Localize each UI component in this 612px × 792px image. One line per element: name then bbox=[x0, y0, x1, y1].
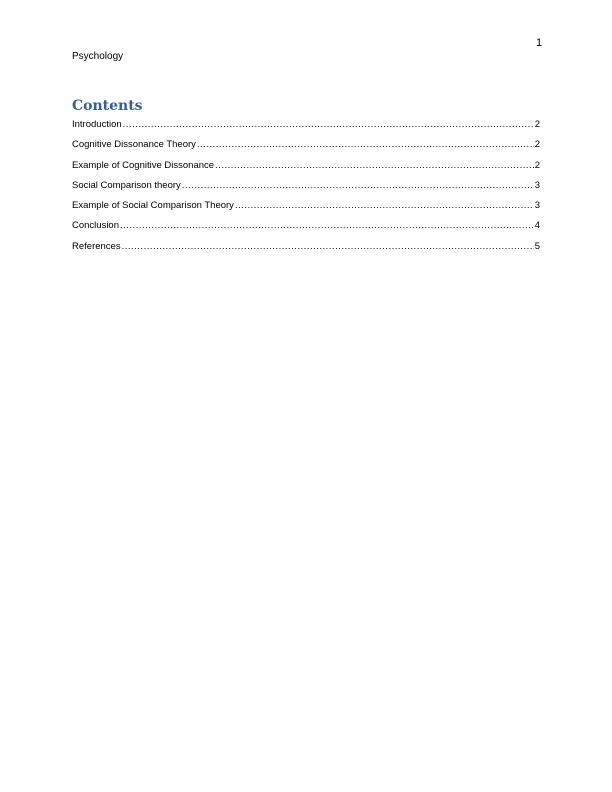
toc-entry-conclusion[interactable] bbox=[72, 220, 540, 240]
toc-entry-page[interactable]: 3 bbox=[534, 179, 540, 191]
toc-entry-introduction[interactable] bbox=[72, 119, 540, 139]
toc-entry-cognitive-dissonance-theory[interactable] bbox=[72, 139, 540, 159]
toc-dot-leader bbox=[123, 119, 534, 130]
toc-entry-title[interactable]: Example of Social Comparison Theory bbox=[72, 200, 234, 212]
toc-entry-title[interactable]: References bbox=[72, 240, 121, 252]
page-number: 1 bbox=[536, 37, 543, 49]
toc-entry-title[interactable]: Conclusion bbox=[72, 220, 119, 232]
toc-entry-title[interactable]: Social Comparison theory bbox=[72, 179, 181, 191]
toc-entry-title[interactable]: Example of Cognitive Dissonance bbox=[72, 159, 215, 171]
toc-heading: Contents bbox=[72, 98, 143, 114]
toc-entry-title[interactable]: Cognitive Dissonance Theory bbox=[72, 139, 196, 151]
toc-entry-page[interactable]: 5 bbox=[534, 240, 540, 252]
toc-entry-page[interactable]: 2 bbox=[534, 119, 540, 130]
toc-dot-leader bbox=[120, 220, 534, 231]
toc-entry-example-of-social-comparison-theory[interactable] bbox=[72, 200, 540, 220]
toc-dot-leader bbox=[197, 139, 534, 150]
toc-entry-page[interactable]: 4 bbox=[534, 220, 540, 232]
table-of-contents bbox=[72, 119, 540, 261]
toc-entry-title[interactable]: Introduction bbox=[72, 119, 122, 130]
toc-entry-references[interactable] bbox=[72, 241, 540, 261]
toc-entry-page[interactable]: 3 bbox=[534, 200, 540, 212]
toc-entry-page[interactable]: 2 bbox=[534, 139, 540, 151]
toc-entry-example-of-cognitive-dissonance[interactable] bbox=[72, 160, 540, 180]
toc-dot-leader bbox=[215, 160, 534, 171]
toc-dot-leader bbox=[235, 200, 534, 211]
toc-dot-leader bbox=[182, 180, 534, 191]
toc-entry-page[interactable]: 2 bbox=[534, 159, 540, 171]
running-head: Psychology bbox=[72, 51, 124, 62]
toc-dot-leader bbox=[122, 241, 534, 252]
toc-entry-social-comparison-theory[interactable] bbox=[72, 180, 540, 200]
